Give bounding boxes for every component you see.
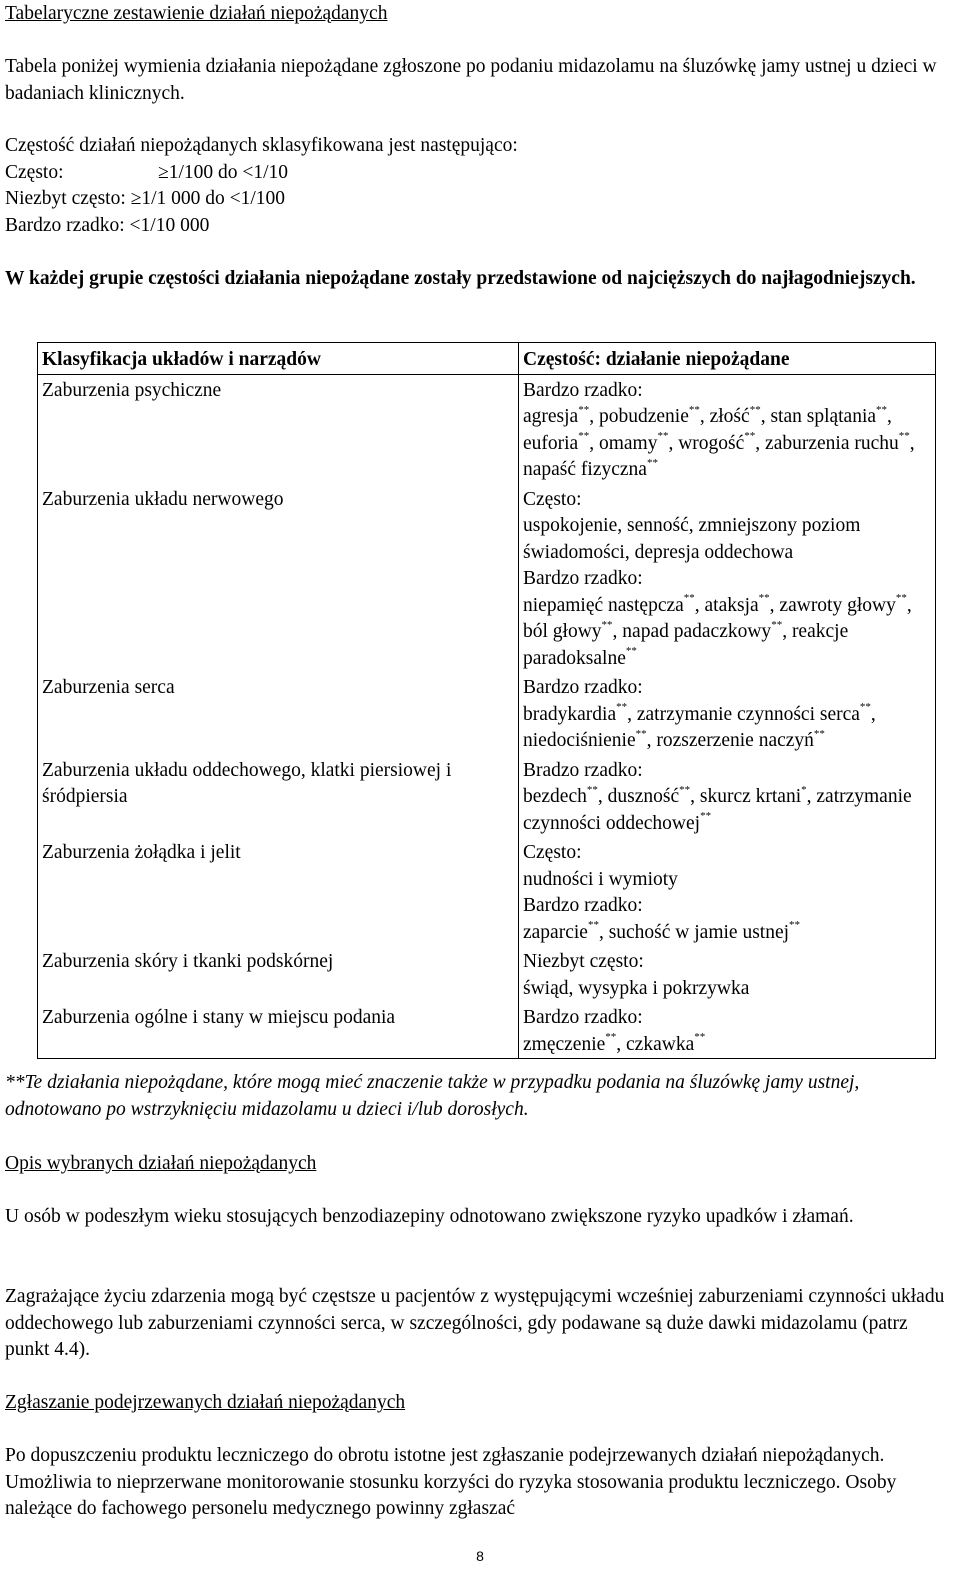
table-row [38,374,936,484]
reaction-text: zaparcie**, suchość w jamie ustnej** [523,919,801,943]
paragraph-life-threatening: Zagrażające życiu zdarzenia mogą być częstsze u pacjentów z występującymi wcześniej zaburzeniami czynności układu oddechowego lub zaburzeniami czynności serca, w szczególności, gdy podawane są duże dawki midazolamu (patrz punkt 4.4). [5,1286,945,1360]
reaction-cell [519,837,936,946]
reaction-text: agresja**, pobudzenie**, złość**, stan splątania**, euforia**, omamy**, wrogość**, zaburzenia ruchu**, napaść fizyczna** [523,403,915,480]
frequency-row [5,213,950,240]
table-row [38,1002,936,1059]
table-row [38,755,936,838]
soc-cell: Zaburzenia serca [38,672,519,755]
reaction-cell [519,374,936,484]
reaction-text: bezdech**, duszność**, skurcz krtani*, zatrzymanie czynności oddechowej** [523,783,912,834]
frequency-definitions [5,133,950,239]
frequency-label: Często: [523,488,582,510]
frequency-label: Bardzo rzadko: [523,895,643,916]
soc-cell: Zaburzenia psychiczne [38,374,519,484]
page-number: 8 [476,1548,484,1564]
section-heading-selected: Opis wybranych działań niepożądanych [5,1153,317,1174]
section-heading-tabular: Tabelaryczne zestawienie działań niepożądanych [5,3,388,24]
adverse-reactions-table [37,342,936,1059]
reaction-cell [519,755,936,838]
frequency-row [5,186,950,213]
frequency-label: Bardzo rzadko: [523,379,643,401]
frequency-label: Bardzo rzadko: [523,677,643,698]
reaction-cell [519,1002,936,1059]
frequency-intro: Częstość działań niepożądanych sklasyfikowana jest następująco: [5,135,518,156]
reaction-text: nudności i wymioty [523,868,678,890]
reaction-text: bradykardia**, zatrzymanie czynności serca**, niedociśnienie**, rozszerzenie naczyń** [523,701,876,751]
frequency-label: Bardzo rzadko: [5,214,125,236]
reaction-text: świąd, wysypka i pokrzywka [523,977,750,999]
frequency-range: ≥1/100 do <1/10 [158,161,289,183]
soc-cell: Zaburzenia ogólne i stany w miejscu podania [38,1002,519,1059]
paragraph-elderly: U osób w podeszłym wieku stosujących benzodiazepiny odnotowano zwiększone ryzyko upadków i złamań. [5,1206,854,1227]
reaction-cell [519,484,936,673]
table-row [38,672,936,755]
frequency-range: ≥1/1 000 do <1/100 [130,188,286,209]
frequency-row [5,160,950,187]
table-footnote: **Te działania niepożądane, które mogą mieć znaczenie także w przypadku podania na śluzówkę jamy ustnej, odnotowano po wstrzyknięciu midazolamu u dzieci i/lub dorosłych. [5,1072,860,1120]
paragraph-reporting: Po dopuszczeniu produktu leczniczego do obrotu istotne jest zgłaszanie podejrzewanych działań niepożądanych. Umożliwia to nieprzerwane monitorowanie stosunku korzyści do ryzyka stosowania produktu leczniczego. Osoby należące do fachowego personelu medycznego powinny zgłaszać [5,1445,897,1519]
soc-cell: Zaburzenia układu oddechowego, klatki piersiowej i śródpiersia [38,755,519,838]
reaction-text: niepamięć następcza**, ataksja**, zawroty głowy**, ból głowy**, napad padaczkowy**, reakcje paradoksalne** [523,592,912,669]
header-soc: Klasyfikacja układów i narządów [38,343,519,375]
ordering-note: W każdej grupie częstości działania niepożądane zostały przedstawione od najcięższych do najłagodniejszych. [5,268,916,289]
frequency-label: Bardzo rzadko: [523,1007,643,1028]
table-row [38,484,936,673]
table-row [38,837,936,946]
soc-cell: Zaburzenia skóry i tkanki podskórnej [38,946,519,1002]
section-heading-reporting: Zgłaszanie podejrzewanych działań niepożądanych [5,1392,406,1413]
soc-cell: Zaburzenia żołądka i jelit [38,837,519,946]
table-header-row [38,343,936,375]
frequency-label: Niezbyt często: [5,188,126,209]
frequency-label: Bradzo rzadko: [523,759,643,781]
soc-cell: Zaburzenia układu nerwowego [38,484,519,673]
frequency-range: <1/10 000 [129,214,210,236]
frequency-label: Niezbyt często: [523,951,644,972]
frequency-label: Bardzo rzadko: [523,568,643,589]
header-frequency: Częstość: działanie niepożądane [519,343,936,375]
reaction-cell [519,672,936,755]
frequency-label: Często: [5,161,64,183]
reaction-text: uspokojenie, senność, zmniejszony poziom świadomości, depresja oddechowa [523,515,861,563]
frequency-label: Często: [523,842,582,863]
table-row [38,946,936,1002]
reaction-cell [519,946,936,1002]
reaction-text: zmęczenie**, czkawka** [523,1031,706,1055]
intro-paragraph: Tabela poniżej wymienia działania niepożądane zgłoszone po podaniu midazolamu na śluzówkę jamy ustnej u dzieci w badaniach klinicznych. [5,56,937,104]
